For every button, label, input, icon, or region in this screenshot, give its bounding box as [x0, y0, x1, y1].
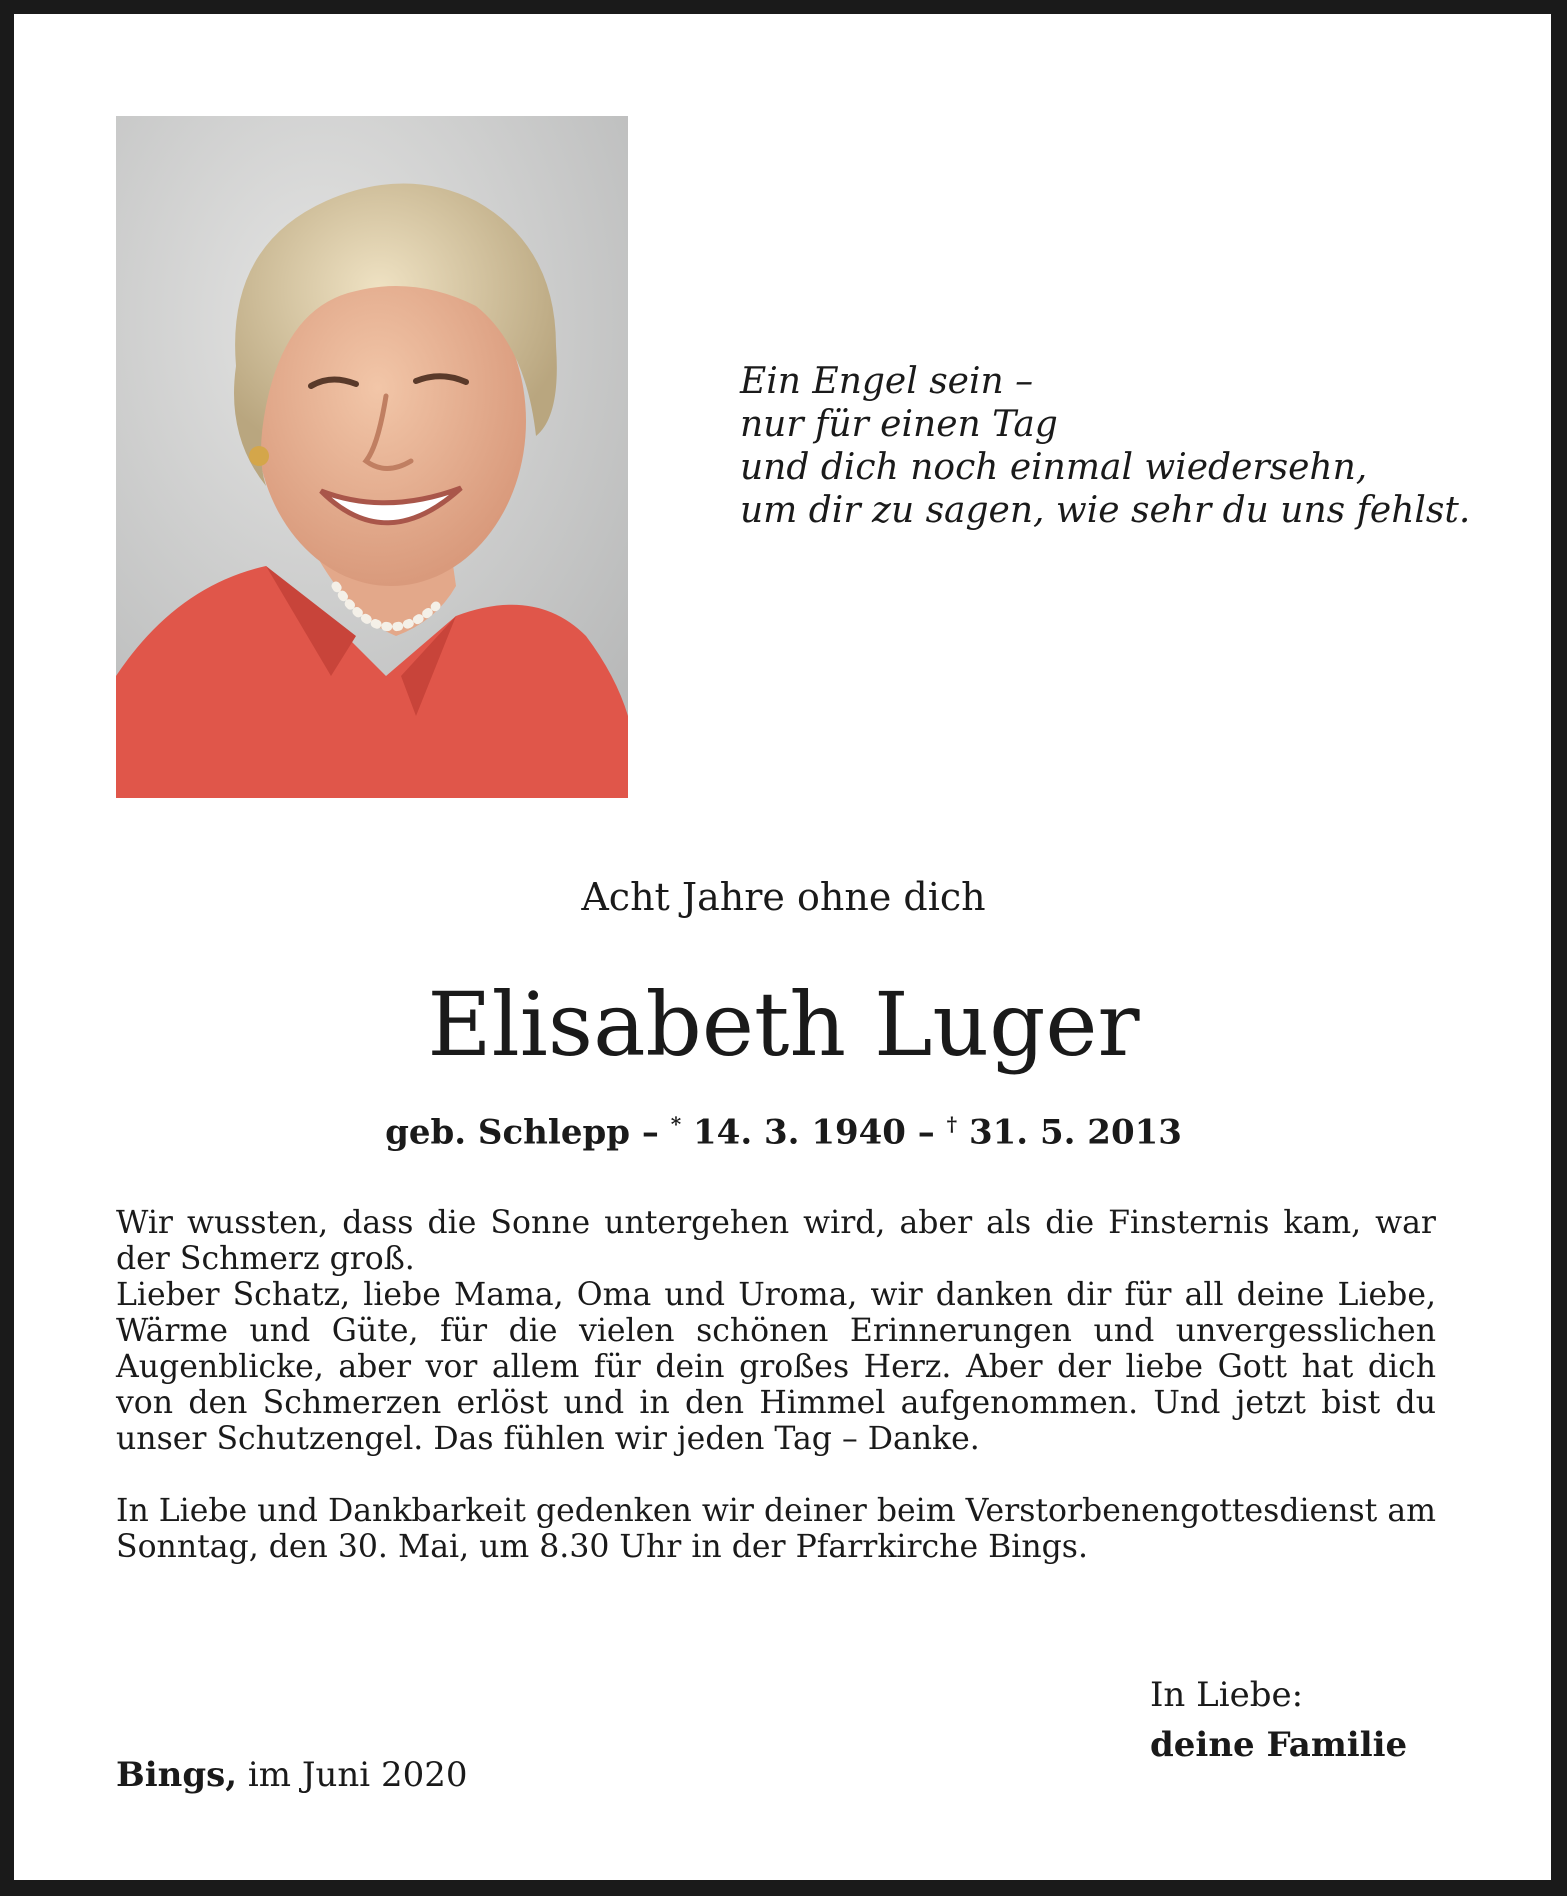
paragraph: Wir wussten, dass die Sonne untergehen wird, aber als die Finsternis kam, war der Schmerz groß. [116, 1205, 1436, 1277]
date: im Juni 2020 [237, 1755, 468, 1795]
place-date [116, 1755, 468, 1795]
dash: – [630, 1112, 671, 1153]
poem-line: und dich noch einmal wiedersehn, [740, 447, 1368, 488]
life-dates [0, 1112, 1567, 1152]
deceased-name: Elisabeth Luger [427, 973, 1140, 1076]
portrait-illustration [116, 116, 628, 798]
maiden-name: geb. Schlepp [385, 1112, 631, 1153]
obituary-text [116, 1205, 1436, 1565]
death-date: 31. 5. 2013 [968, 1112, 1182, 1153]
poem [740, 360, 1470, 532]
poem-line: nur für einen Tag [740, 404, 1058, 445]
death-symbol: † [946, 1112, 958, 1136]
closing-line: In Liebe: [1150, 1675, 1304, 1715]
family-signature: deine Familie [1150, 1725, 1408, 1765]
paragraph: In Liebe und Dankbarkeit gedenken wir deiner beim Verstorbenengottesdienst am Sonntag, den 30. Mai, um 8.30 Uhr in der Pfarrkirche Bings. [116, 1493, 1436, 1565]
birth-date: 14. 3. 1940 [693, 1112, 906, 1153]
dash: – [905, 1112, 947, 1153]
closing [1150, 1670, 1407, 1770]
birth-symbol: * [670, 1112, 682, 1136]
subtitle: Acht Jahre ohne dich [581, 875, 986, 919]
poem-line: um dir zu sagen, wie sehr du uns fehlst. [740, 490, 1471, 531]
paragraph: Lieber Schatz, liebe Mama, Oma und Uroma, wir danken dir für all deine Liebe, Wärme und Güte, für die vielen schönen Erinnerungen und unvergesslichen Augenblicke, aber vor allem für dein großes Herz. Aber der liebe Gott hat dich von den Schmerzen erlöst und in den Himmel aufgenommen. Und jetzt bist du unser Schutzengel. Das fühlen wir jeden Tag – Danke. [116, 1277, 1436, 1457]
poem-line: Ein Engel sein – [740, 361, 1034, 402]
portrait-photo [116, 116, 628, 798]
town: Bings, [116, 1755, 238, 1795]
